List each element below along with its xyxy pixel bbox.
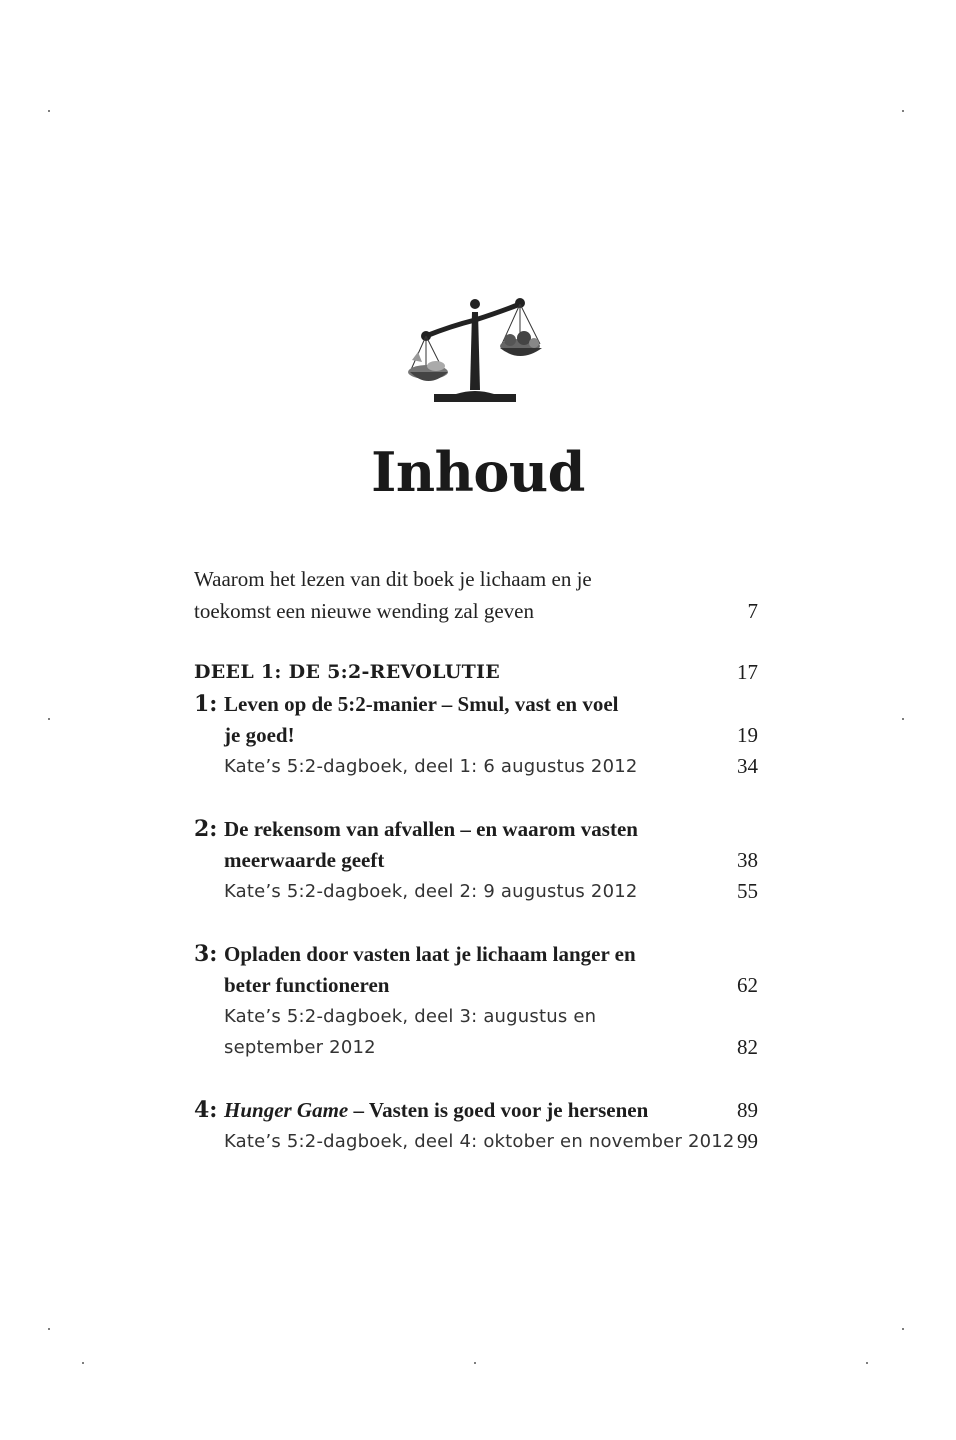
diary-entry: Kate’s 5:2-dagboek, deel 3: augustus en bbox=[224, 1006, 597, 1027]
crop-mark bbox=[48, 110, 50, 112]
chapter-title: Opladen door vasten laat je lichaam langer en bbox=[224, 942, 636, 966]
toc-page-number: 55 bbox=[737, 879, 758, 903]
crop-mark bbox=[902, 1328, 904, 1330]
chapter-number: 1: bbox=[194, 691, 218, 717]
toc-chapter-3 bbox=[194, 939, 758, 970]
crop-mark bbox=[474, 1362, 476, 1364]
crop-mark bbox=[866, 1362, 868, 1364]
toc-page-number: 99 bbox=[737, 1129, 758, 1153]
crop-mark bbox=[82, 1362, 84, 1364]
toc-chapter-3-continued bbox=[194, 970, 758, 1001]
toc-entry-text: toekomst een nieuwe wending zal geven bbox=[194, 599, 534, 623]
toc-part-heading bbox=[194, 657, 758, 688]
toc-chapter-2 bbox=[194, 814, 758, 845]
toc-page-number: 34 bbox=[737, 754, 758, 778]
chapter-title-italic: Hunger Game bbox=[224, 1098, 349, 1122]
chapter-number: 2: bbox=[194, 816, 218, 842]
chapter-title bbox=[224, 1095, 648, 1126]
toc-page-number: 89 bbox=[737, 1098, 758, 1122]
crop-mark bbox=[48, 718, 50, 720]
diary-entry: september 2012 bbox=[224, 1037, 376, 1058]
toc-page-number: 19 bbox=[737, 723, 758, 747]
diary-entry: Kate’s 5:2-dagboek, deel 2: 9 augustus 2012 bbox=[224, 881, 638, 902]
diary-entry: Kate’s 5:2-dagboek, deel 4: oktober en november 2012 bbox=[224, 1131, 735, 1152]
diary-entry: Kate’s 5:2-dagboek, deel 1: 6 augustus 2012 bbox=[224, 756, 638, 777]
chapter-title: beter functioneren bbox=[224, 973, 390, 997]
toc-entry-text: Waarom het lezen van dit boek je lichaam en je bbox=[194, 567, 592, 591]
toc-page-number: 17 bbox=[737, 660, 758, 684]
toc-chapter-4 bbox=[194, 1095, 758, 1126]
crop-mark bbox=[902, 110, 904, 112]
toc-diary-2 bbox=[194, 876, 758, 907]
chapter-title-rest: – Vasten is goed voor je hersenen bbox=[348, 1098, 649, 1122]
part-label: DEEL 1: DE 5:2-REVOLUTIE bbox=[194, 661, 501, 683]
page-title: Inhoud bbox=[371, 440, 585, 504]
toc-page-number: 82 bbox=[737, 1035, 758, 1059]
toc-page-number: 62 bbox=[737, 973, 758, 997]
chapter-number: 4: bbox=[194, 1097, 218, 1123]
chapter-title: meerwaarde geeft bbox=[224, 848, 385, 872]
toc-entry-intro-continued bbox=[194, 596, 758, 627]
toc-page-number: 38 bbox=[737, 848, 758, 872]
crop-mark bbox=[902, 718, 904, 720]
balance-scale-icon bbox=[396, 292, 556, 406]
toc-entry-intro bbox=[194, 564, 758, 595]
toc-chapter-1 bbox=[194, 689, 758, 720]
chapter-title: je goed! bbox=[224, 723, 295, 747]
toc-chapter-2-continued bbox=[194, 845, 758, 876]
toc-diary-1 bbox=[194, 751, 758, 782]
toc-diary-3-continued bbox=[194, 1032, 758, 1063]
chapter-title: Leven op de 5:2-manier – Smul, vast en voel bbox=[224, 692, 619, 716]
toc-page-number: 7 bbox=[747, 599, 758, 623]
toc-chapter-1-continued bbox=[194, 720, 758, 751]
crop-mark bbox=[48, 1328, 50, 1330]
toc-diary-4 bbox=[194, 1126, 758, 1157]
toc-diary-3 bbox=[194, 1001, 758, 1032]
chapter-number: 3: bbox=[194, 941, 218, 967]
chapter-title: De rekensom van afvallen – en waarom vasten bbox=[224, 817, 638, 841]
